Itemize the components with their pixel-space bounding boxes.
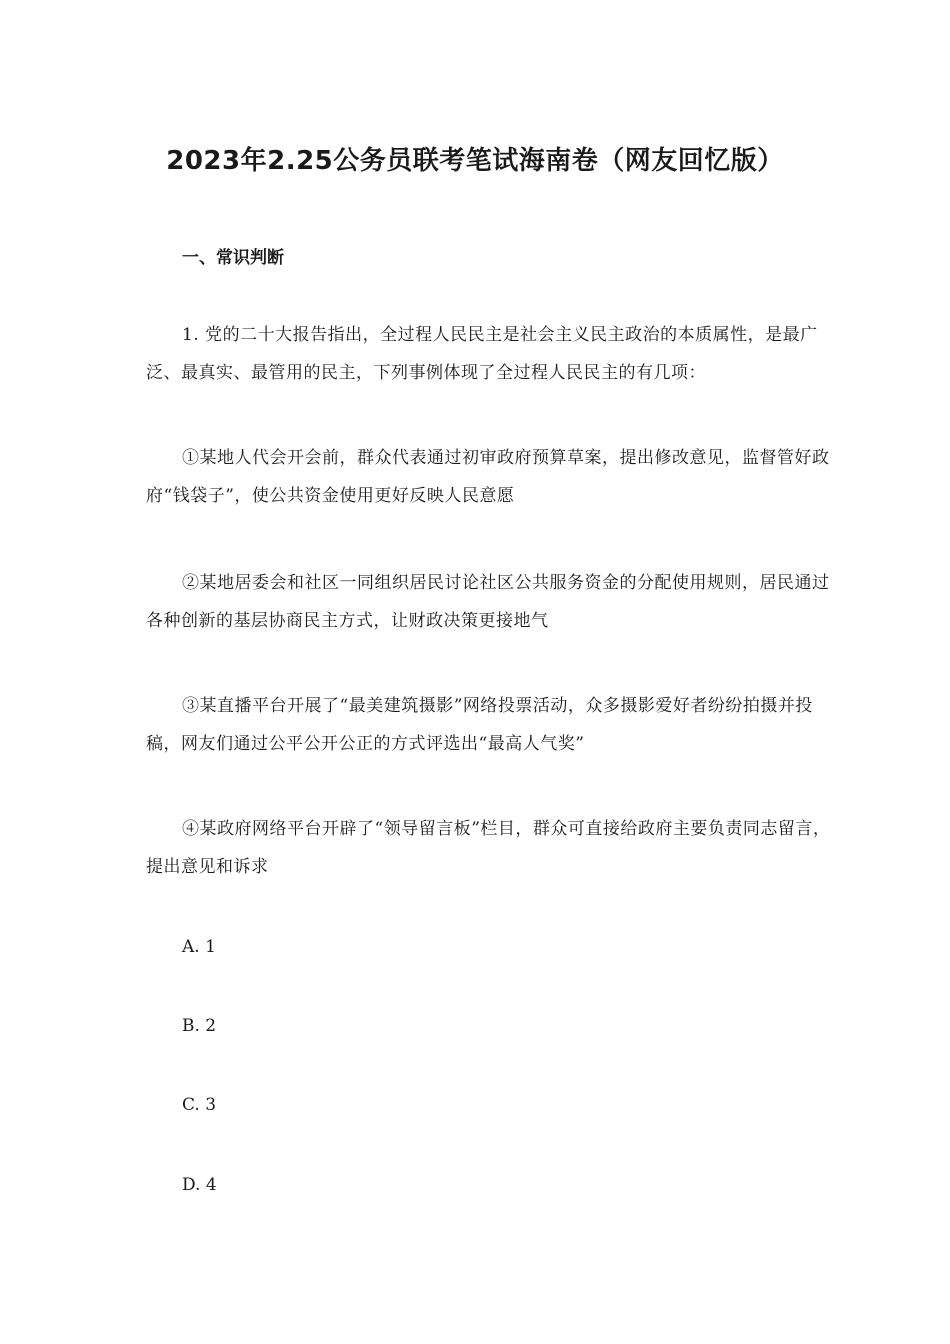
question-item-4: ④某政府网络平台开辟了“领导留言板”栏目，群众可直接给政府主要负责同志留言，提出意见和诉求 — [146, 819, 831, 877]
option-d: D. 4 — [182, 1175, 217, 1195]
question-item-3: ③某直播平台开展了“最美建筑摄影”网络投票活动，众多摄影爱好者纷纷拍摄并投稿，网友们通过公平公开公正的方式评选出“最高人气奖” — [146, 696, 813, 754]
question-stem: 1. 党的二十大报告指出，全过程人民民主是社会主义民主政治的本质属性，是最广泛、最真实、最管用的民主，下列事例体现了全过程人民民主的有几项： — [146, 325, 818, 383]
document-title: 2023年2.25公务员联考笔试海南卷（网友回忆版） — [166, 146, 784, 176]
section-heading: 一、常识判断 — [182, 248, 284, 268]
question-item-1: ①某地人代会开会前，群众代表通过初审政府预算草案，提出修改意见，监督管好政府“钱袋子”，使公共资金使用更好反映人民意愿 — [146, 448, 830, 506]
option-a: A. 1 — [182, 937, 216, 957]
option-c: C. 3 — [182, 1095, 217, 1115]
option-b: B. 2 — [182, 1016, 217, 1036]
question-item-2: ②某地居委会和社区一同组织居民讨论社区公共服务资金的分配使用规则，居民通过各种创新的基层协商民主方式，让财政决策更接地气 — [146, 573, 830, 631]
